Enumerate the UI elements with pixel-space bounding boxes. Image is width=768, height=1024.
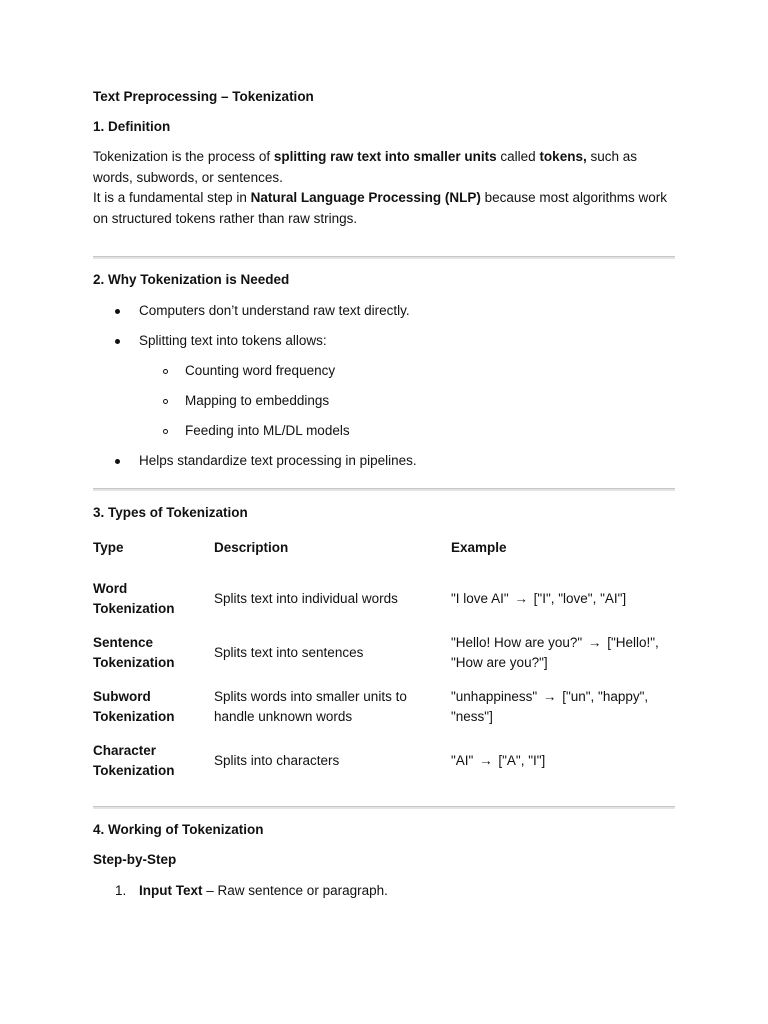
section-heading-why: 2. Why Tokenization is Needed [93,272,290,287]
type-line: Word [93,580,128,596]
sub-bullet-text: Mapping to embeddings [185,393,330,408]
step-text: – Raw sentence or paragraph. [202,883,388,898]
example-input: "I love AI" [451,590,509,606]
arrow-icon: → [542,688,557,704]
bold-text: splitting raw text into smaller units [273,149,497,164]
example-cell [451,734,675,788]
section-heading-types: 3. Types of Tokenization [93,505,248,520]
example-output: ["Hello!", "How are you?"] [451,634,659,670]
table-row [93,734,675,788]
sub-list-item [139,421,675,441]
bullet-icon [115,459,120,464]
bullet-text: Computers don’t understand raw text directly. [139,303,410,318]
type-line: Tokenization [93,655,175,670]
definition-paragraph [93,147,675,229]
type-line: Tokenization [93,763,175,778]
type-line: Tokenization [93,601,175,616]
types-table [93,538,675,788]
text: Tokenization is the process of [93,149,274,164]
example-output: ["un", "happy", "ness"] [451,688,649,724]
example-input: "Hello! How are you?" [451,634,583,650]
type-cell [93,626,214,680]
example-input: "unhappiness" [451,688,538,704]
type-line: Sentence [93,634,154,650]
sub-list-item [139,361,675,381]
arrow-icon: → [587,634,602,650]
hollow-bullet-icon [163,369,168,374]
example-output: ["I", "love", "AI"] [533,590,627,606]
hollow-bullet-icon [163,399,168,404]
example-cell [451,680,675,734]
arrow-icon: → [514,590,528,606]
example-output: ["A", "I"] [498,752,546,768]
example-input: "AI" [451,752,474,768]
text: such as words, subwords, or sentences. [93,149,637,185]
bullet-icon [115,309,120,314]
bullet-icon [115,339,120,344]
step-bold-label: Input Text [139,883,203,898]
step-number: 1. [115,883,127,898]
list-item [93,331,675,441]
column-header-type: Type [93,540,124,555]
hollow-bullet-icon [163,429,168,434]
table-row [93,572,675,626]
sub-list-item [139,391,675,411]
type-line: Subword [93,688,151,704]
bullet-text: Splitting text into tokens allows: [139,333,327,348]
horizontal-rule [93,806,675,809]
type-cell [93,572,214,626]
steps-list [93,881,675,901]
document-content [93,88,675,901]
section-heading-working: 4. Working of Tokenization [93,822,264,837]
why-bullet-list [93,301,675,471]
description-cell: Splits into characters [214,752,340,768]
bold-text: Natural Language Processing (NLP) [250,190,481,205]
section-heading-definition: 1. Definition [93,119,171,134]
bullet-text: Helps standardize text processing in pipelines. [139,453,417,468]
sub-bullet-text: Feeding into ML/DL models [185,423,350,438]
list-item [93,451,675,471]
bold-text: tokens, [539,149,587,164]
type-line: Character [93,742,157,758]
type-line: Tokenization [93,709,175,724]
text: because most algorithms work on structured tokens rather than raw strings. [93,190,667,226]
sub-bullet-list [139,361,675,441]
document-title: Text Preprocessing – Tokenization [93,89,314,104]
horizontal-rule [93,488,675,491]
example-cell [451,572,675,626]
description-cell: Splits text into individual words [214,590,398,606]
column-header-example: Example [451,540,507,555]
text: It is a fundamental step in [93,190,251,205]
example-cell [451,626,675,680]
text: called [496,149,540,164]
list-item [93,301,675,321]
sub-bullet-text: Counting word frequency [185,363,336,378]
table-row [93,680,675,734]
column-header-description: Description [214,540,289,555]
type-cell [93,734,214,788]
table-header-row [93,538,675,572]
type-cell [93,680,214,734]
list-item [93,881,675,901]
description-cell: Splits text into sentences [214,644,364,660]
subheading-step-by-step: Step-by-Step [93,852,177,867]
arrow-icon: → [479,752,493,768]
table-row [93,626,675,680]
description-cell: Splits words into smaller units to handle unknown words [214,688,407,724]
horizontal-rule [93,256,675,259]
